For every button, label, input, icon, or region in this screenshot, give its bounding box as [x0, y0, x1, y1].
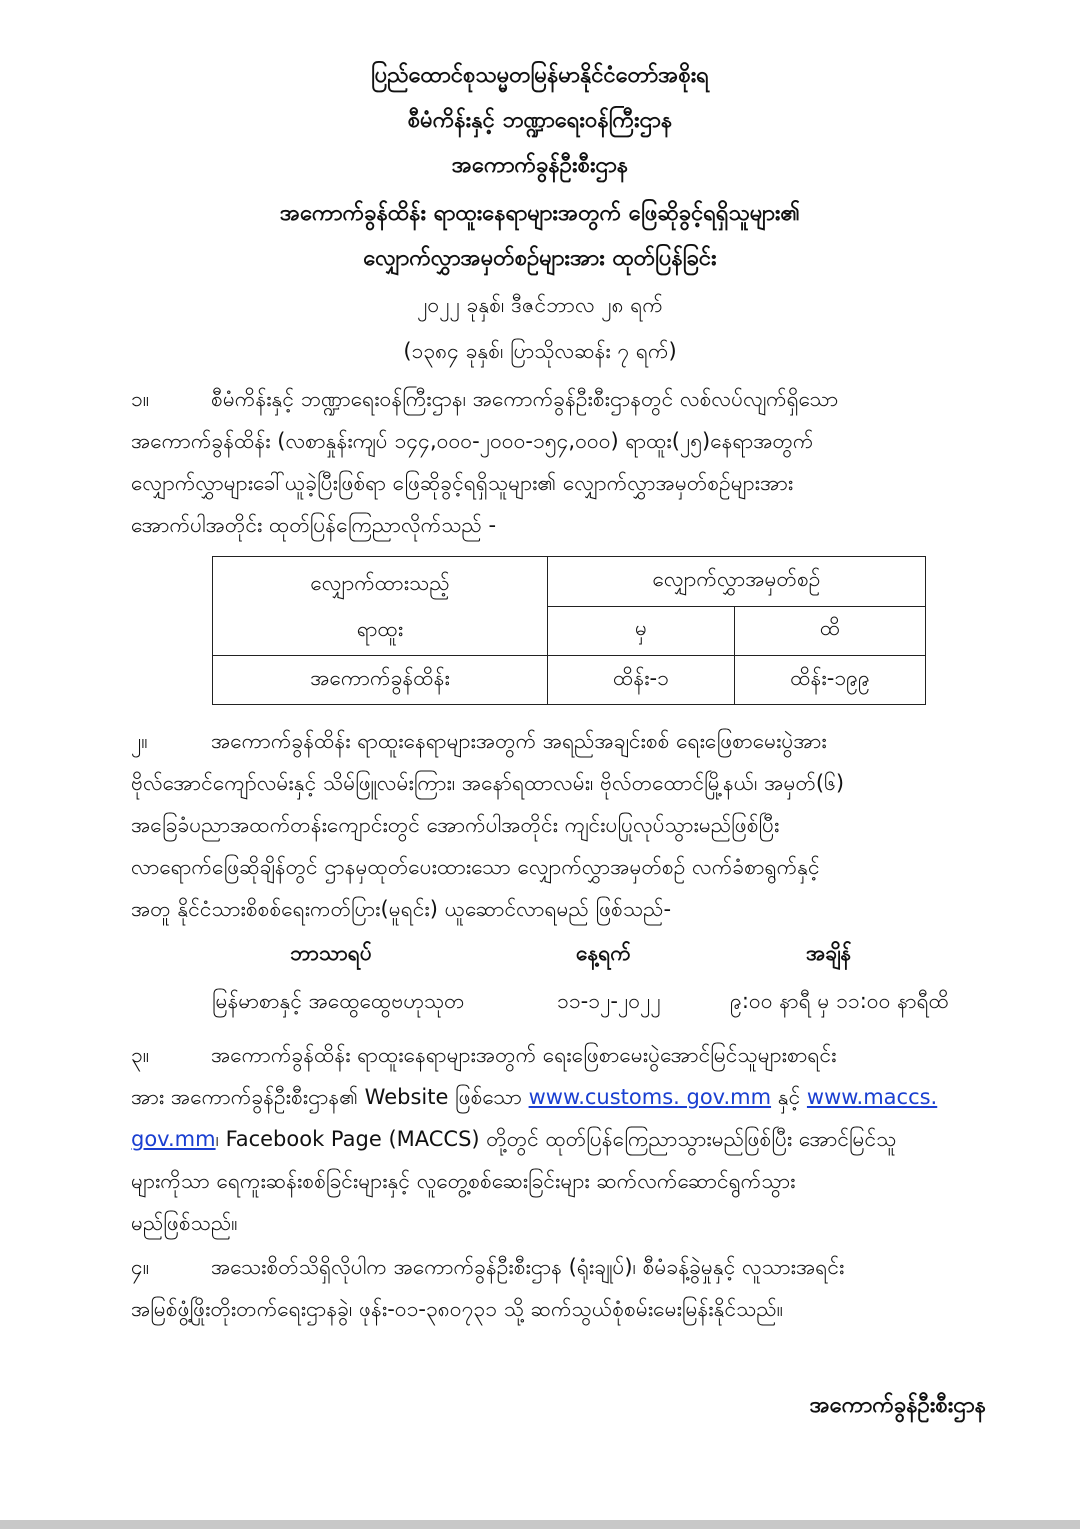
myanmar-date: (၁၃၈၄ ခုနှစ်၊ ပြာသိုလဆန်း ၇ ရက်) — [403, 339, 677, 363]
application-number-header: လျှောက်လွှာအမှတ်စဉ် — [548, 557, 926, 607]
paragraph-1 — [131, 378, 989, 546]
from-header: မှ — [548, 606, 735, 656]
paragraph-text: အောက်ပါအတိုင်း ထုတ်ပြန်ကြေညာလိုက်သည် - — [131, 513, 497, 537]
subject-header: ဘာသာရပ် — [290, 941, 372, 965]
position-header-line2: ရာထူး — [356, 617, 404, 641]
bottom-scroll-edge — [0, 1520, 1080, 1529]
date-header: နေ့ရက် — [576, 941, 631, 965]
paragraph-4 — [131, 1246, 989, 1330]
paragraph-text: အမြစ်ဖွံ့ဖြိုးတိုးတက်ရေးဌာနခွဲ၊ ဖုန်း-၀၁-၃၈၀၇၃၁ သို့ ဆက်သွယ်စုံစမ်းမေးမြန်းနိုင်သည်။ — [131, 1297, 784, 1321]
position-cell: အကောက်ခွန်ထိန်း — [213, 656, 548, 705]
signature-department: အကောက်ခွန်ဦးစီးဌာန — [809, 1393, 986, 1418]
announcement-title-line2: လျှောက်လွှာအမှတ်စဉ်များအား ထုတ်ပြန်ခြင်း — [363, 246, 717, 271]
to-cell: ထိန်း-၁၉၉ — [735, 656, 926, 705]
paragraph-3 — [131, 1034, 989, 1244]
maccs-website-link-part1[interactable]: www.maccs. — [806, 1085, 938, 1109]
department-title: အကောက်ခွန်ဦးစီးဌာန — [451, 153, 629, 178]
government-title: ပြည်ထောင်စုသမ္မတမြန်မာနိုင်ငံတော်အစိုးရ — [371, 63, 709, 88]
paragraph-text: အသေးစိတ်သိရှိလိုပါက အကောက်ခွန်ဦးစီးဌာန (ရုံးချုပ်)၊ စီမံခန့်ခွဲမှုနှင့် လူသားအရင်း — [211, 1255, 845, 1279]
announcement-title-line1: အကောက်ခွန်ထိန်း ရာထူးနေရာများအတွက် ဖြေဆိုခွင့်ရရှိသူများ၏ — [279, 201, 801, 226]
paragraph-text: အား အကောက်ခွန်ဦးစီးဌာန၏ Website ဖြစ်သော — [131, 1085, 529, 1109]
paragraph-text: စီမံကိန်းနှင့် ဘဏ္ဍာရေးဝန်ကြီးဌာန၊ အကောက်ခွန်ဦးစီးဌာနတွင် လစ်လပ်လျက်ရှိသော — [211, 387, 839, 411]
exam-subject: မြန်မာစာနှင့် အထွေထွေဗဟုသုတ — [212, 989, 465, 1013]
paragraph-text: အကောက်ခွန်ထိန်း ရာထူးနေရာများအတွက် ရေးဖြေစာမေးပွဲအောင်မြင်သူများစာရင်း — [211, 1043, 837, 1067]
from-cell: ထိန်း-၁ — [548, 656, 735, 705]
paragraph-2 — [131, 720, 989, 930]
paragraph-text: အခြေခံပညာအထက်တန်းကျောင်းတွင် အောက်ပါအတိုင်း ကျင်းပပြုလုပ်သွားမည်ဖြစ်ပြီး — [131, 813, 780, 837]
time-header: အချိန် — [806, 941, 852, 965]
paragraph-text: အတူ နိုင်ငံသားစိစစ်ရေးကတ်ပြား(မူရင်း) ယူဆောင်လာရမည် ဖြစ်သည်- — [131, 897, 672, 921]
paragraph-text: အကောက်ခွန်ထိန်း ရာထူးနေရာများအတွက် အရည်အချင်းစစ် ရေးဖြေစာမေးပွဲအား — [211, 729, 827, 753]
customs-website-link[interactable]: www.customs. gov.mm — [528, 1085, 772, 1109]
paragraph-text: မည်ဖြစ်သည်။ — [131, 1211, 238, 1235]
gregorian-date: ၂၀၂၂ ခုနှစ်၊ ဒီဇင်ဘာလ ၂၈ ရက် — [417, 293, 663, 317]
paragraph-text: ၊ Facebook Page (MACCS) တို့တွင် ထုတ်ပြန်ကြေညာသွားမည်ဖြစ်ပြီး အောင်မြင်သူ — [215, 1127, 897, 1151]
paragraph-text: လျှောက်လွှာများခေါ်ယူခဲ့ပြီးဖြစ်ရာ ဖြေဆိုခွင့်ရရှိသူများ၏ လျှောက်လွှာအမှတ်စဉ်များအား — [131, 471, 794, 495]
paragraph-number: ၁။ — [131, 387, 150, 411]
paragraph-number: ၃။ — [131, 1043, 150, 1067]
application-number-table — [212, 556, 926, 705]
paragraph-text: များကိုသာ ရေကူးဆန်းစစ်ခြင်းများနှင့် လူတွေ့စစ်ဆေးခြင်းများ ဆက်လက်ဆောင်ရွက်သွား — [131, 1169, 796, 1193]
paragraph-text: နှင့် — [771, 1085, 807, 1109]
exam-date: ၁၁-၁၂-၂၀၂၂ — [557, 989, 661, 1013]
paragraph-text: အကောက်ခွန်ထိန်း (လစာနှုန်းကျပ် ၁၄၄,၀၀၀-၂၀၀၀-၁၅၄,၀၀၀) ရာထူး(၂၅)နေရာအတွက် — [131, 429, 814, 453]
to-header: ထိ — [735, 606, 926, 656]
position-header-cell — [213, 557, 548, 656]
ministry-title: စီမံကိန်းနှင့် ဘဏ္ဍာရေးဝန်ကြီးဌာန — [407, 108, 673, 133]
paragraph-text: ဗိုလ်အောင်ကျော်လမ်းနှင့် သိမ်ဖြူလမ်းကြား၊ အနော်ရထာလမ်း၊ ဗိုလ်တထောင်မြို့နယ်၊ အမှတ်(၆) — [131, 771, 845, 795]
position-header-line1: လျှောက်ထားသည့် — [310, 571, 450, 595]
maccs-website-link-part2[interactable]: gov.mm — [131, 1127, 216, 1151]
paragraph-number: ၂။ — [131, 729, 148, 753]
paragraph-number: ၄။ — [131, 1255, 150, 1279]
exam-time: ၉:၀၀ နာရီ မှ ၁၁:၀၀ နာရီထိ — [730, 989, 949, 1013]
paragraph-text: လာရောက်ဖြေဆိုချိန်တွင် ဌာနမှထုတ်ပေးထားသော လျှောက်လွှာအမှတ်စဉ် လက်ခံစာရွက်နှင့် — [131, 855, 820, 879]
